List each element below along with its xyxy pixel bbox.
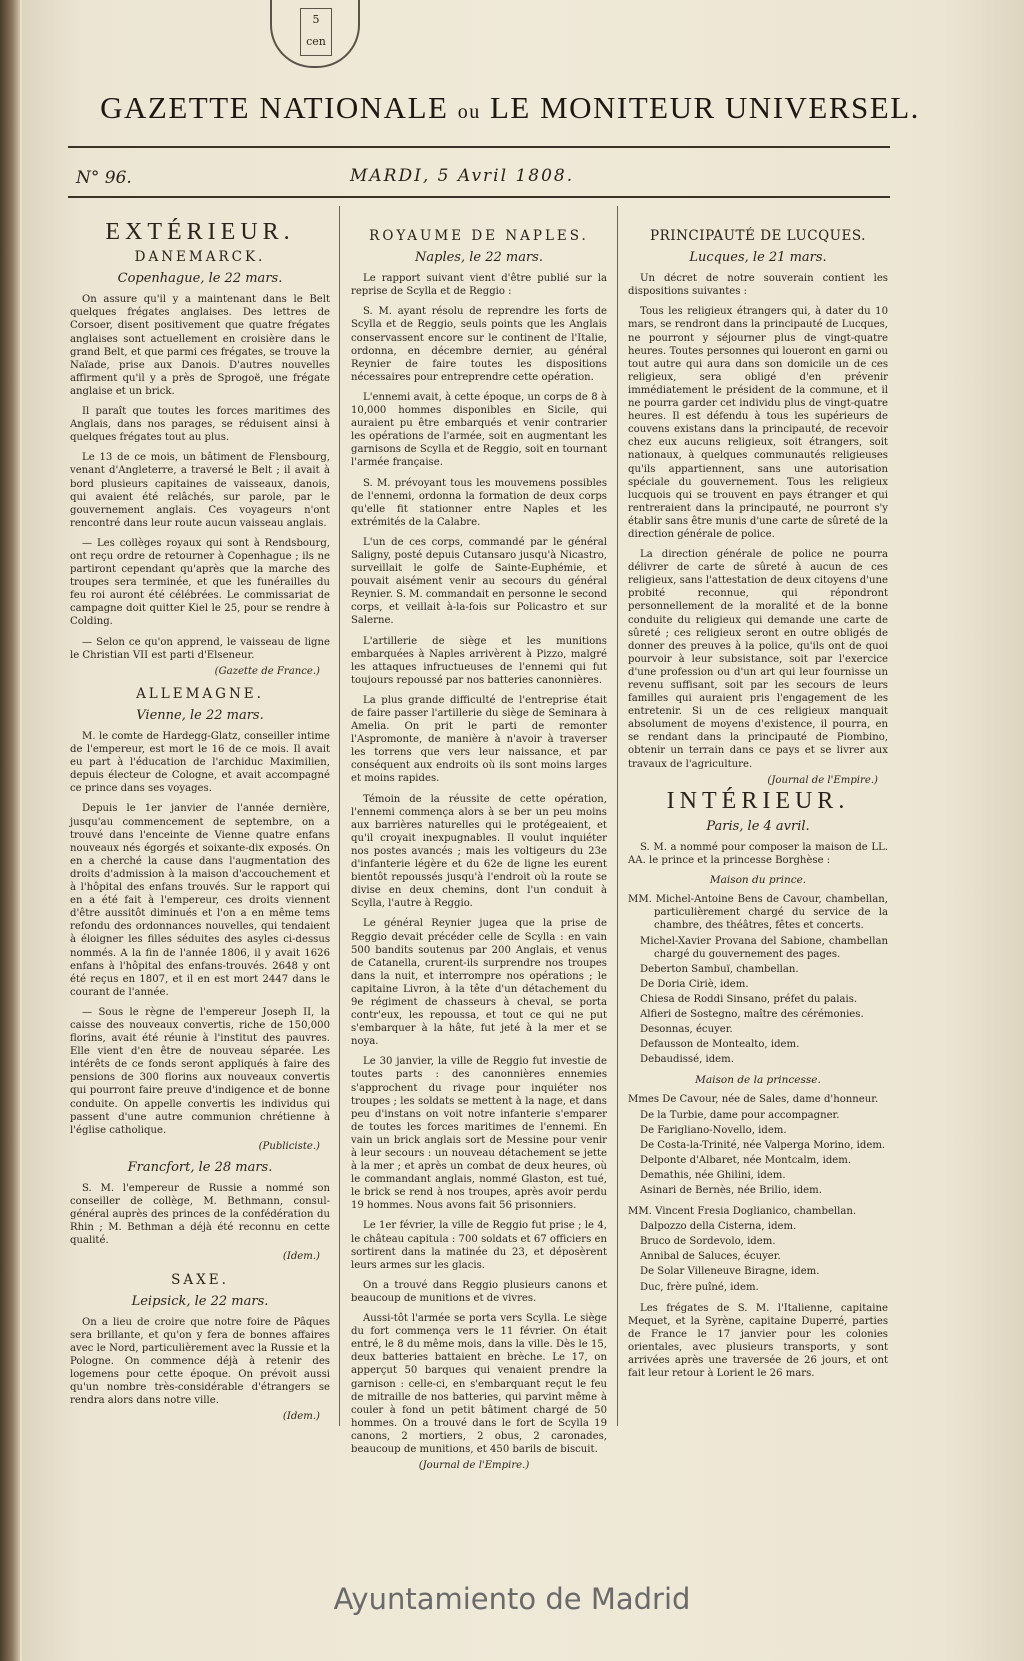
column-3: [628, 220, 888, 1387]
list-item: De la Turbie, dame pour accompagner.: [640, 1109, 840, 1121]
household-heading: Maison du prince.: [709, 874, 807, 887]
article-paragraph: Il paraît que toutes les forces maritimes des Anglais, dans nos parages, se réduisent ainsi à quelques frégates tout au plus.: [70, 406, 330, 444]
article-paragraph: — Sous le règne de l'empereur Joseph II, la caisse des nouveaux convertis, riche de 150,000 florins, avait été réunie à l'institut des pauvres. Elle vient d'en être de nouveau séparée. Les intérêts de ce fonds seront appliqués à faire des pensions de 300 florins aux nouveaux convertis qui pourront faire preuve d'indigence et de bonne conduite. On appelle convertis les individus qui passent d'une autre communion chrétienne à l'église catholique.: [70, 1006, 330, 1136]
list-item: MM. Michel-Antoine Bens de Cavour, chambellan, particulièrement chargé du service de la chambre, des théâtres, fêtes et concerts.: [628, 894, 888, 932]
issue-number: N° 96.: [76, 168, 132, 188]
dateline-heading: Vienne, le 22 mars.: [136, 707, 264, 723]
article-paragraph: Depuis le 1er janvier de l'année dernière, jusqu'au commencement de septembre, on a trouvé dans l'enceinte de Vienne quatre enfans nouveaux nés égorgés et soixante-dix exposés. On en a cherché la cause dans l'augmentation des droits d'admission à la maison d'accouchement et à l'hôpital des enfans trouvés. Sur le rapport qui en a été fait à l'empereur, ces droits viennent d'être aussitôt diminués et l'on a en même tems refondu des ordonnances nouvelles, qui tendaient à éloigner les filles séduites des asyles ci-dessus nommés. A la fin de l'année 1806, il y avait 1626 enfans à l'hôpital des enfans-trouvés. 2648 y ont été reçus en 1807, et il en est mort 2447 dans le courant de l'année.: [70, 803, 330, 998]
article-paragraph: On assure qu'il y a maintenant dans le Belt quelques frégates anglaises. Des lettres de Corsoer, disent positivement que quatre frégates anglaises sont actuellement en croisière dans le grand Belt, et que parmi ces frégates, se trouve la Naïade, prise aux Danois. D'autres nouvelles affirment qu'il y a près de Sprogoë, une frégate anglaise et un brick.: [70, 294, 330, 397]
list-item: Dalpozzo della Cisterna, idem.: [640, 1221, 797, 1233]
list-item: Debaudissé, idem.: [640, 1054, 734, 1066]
list-item: Delponte d'Albaret, née Montcalm, idem.: [640, 1154, 852, 1166]
article-paragraph: L'ennemi avait, à cette époque, un corps de 8 à 10,000 hommes disponibles en Sicile, qui auraient pu être embarqués et venir contrarier les opérations de l'armée, soit en augmentant les garnisons de Scylla et de Reggio, soit en tournant l'armée française.: [351, 391, 607, 469]
article-paragraph: La plus grande difficulté de l'entreprise était de faire passer l'artillerie du siège de Seminara à Amelia. On prit le parti de remonter l'Aspromonte, de manière à n'avoir à traverser les torrens que vers leur naissance, et par conséquent aux endroits où ils sont moins larges et moins rapides.: [351, 694, 607, 785]
article-paragraph: Témoin de la réussite de cette opération, l'ennemi commença alors à se ber un peu moins aux barrières naturelles qui le protégeaient, et qu'il croyait inexpugnables. Il voulut inquiéter nos postes avancés ; mais les voltigeurs du 23e d'infanterie légère et du 62e de ligne les eurent bientôt repoussés jusqu'à l'endroit où la route se divise en deux chemins, dont l'un conduit à Scylla, l'autre à Reggio.: [351, 793, 607, 910]
list-item: De Farigliano-Novello, idem.: [640, 1124, 787, 1136]
dateline-heading: Leipsick, le 22 mars.: [131, 1293, 269, 1309]
column-divider: [617, 206, 618, 1426]
masthead-ou: ou: [457, 101, 481, 123]
article-paragraph: L'un de ces corps, commandé par le général Saligny, posté depuis Cutansaro jusqu'à Nicastro, surveillait le golfe de Sainte-Euphémie, et pouvait aisément venir au secours du général Reynier. S. M. commandait en personne le second corps, et veillait à-la-fois sur Policastro et sur Salerne.: [351, 536, 607, 627]
masthead-title: [70, 90, 950, 126]
source-citation: (Publiciste.): [258, 1140, 320, 1152]
article-paragraph: Les frégates de S. M. l'Italienne, capitaine Mequet, et la Syrène, capitaine Duperré, parties de France le 17 janvier pour les colonies orientales, avec plusieurs transports, y sont arrivées après une traversée de 26 jours, et ont fait leur retour à Lorient le 26 mars.: [628, 1302, 888, 1380]
household-heading: Maison de la princesse.: [695, 1074, 821, 1087]
country-heading: SAXE.: [171, 1271, 229, 1288]
masthead-title-b: LE MONITEUR UNIVERSEL.: [489, 90, 920, 125]
article-paragraph: Le rapport suivant vient d'être publié sur la reprise de Scylla et de Reggio :: [351, 273, 607, 298]
list-item: De Solar Villeneuve Biragne, idem.: [640, 1266, 820, 1278]
article-paragraph: — Selon ce qu'on apprend, le vaisseau de ligne le Christian VII est parti d'Elseneur.: [70, 636, 330, 661]
archive-watermark: Ayuntamiento de Madrid: [333, 1582, 691, 1616]
book-binding: [0, 0, 20, 1661]
article-paragraph: L'artillerie de siège et les munitions embarquées à Naples arrivèrent à Pizzo, malgré les attaques infructueuses de l'ennemi qui fut toujours repoussé par nos batteries canonnières.: [351, 635, 607, 686]
list-item: Bruco de Sordevolo, idem.: [640, 1236, 776, 1248]
dateline-heading: Copenhague, le 22 mars.: [117, 271, 283, 287]
source-citation: (Idem.): [282, 1411, 320, 1423]
list-item: Alfieri de Sostegno, maître des cérémonies.: [640, 1008, 864, 1020]
dateline-heading: Naples, le 22 mars.: [415, 250, 543, 266]
article-paragraph: S. M. l'empereur de Russie a nommé son conseiller de collège, M. Bethmann, consul-général auprès des princes de la confédération du Rhin ; M. Bethman a déjà été reconnu en cette qualité.: [70, 1183, 330, 1247]
article-paragraph: S. M. ayant résolu de reprendre les forts de Scylla et de Reggio, seuls points que les Anglais conservassent encore sur le continent de l'Italie, ordonna, en décembre dernier, au général Reynier de faire toutes les dispositions nécessaires pour entreprendre cette opération.: [351, 306, 607, 383]
princess-household-list: [628, 1093, 888, 1197]
column-divider: [339, 206, 340, 1426]
stamp-text: 5 cen: [300, 8, 332, 56]
list-item: MM. Vincent Fresia Doglianico, chambellan.: [628, 1206, 857, 1218]
article-paragraph: Le 1er février, la ville de Reggio fut prise ; le 4, le château capitula : 700 soldats et 67 officiers en sortirent dans la matinée du 23, et déposèrent leurs armes sur les glacis.: [351, 1220, 607, 1271]
country-heading: DANEMARCK.: [134, 249, 266, 266]
source-citation: (Gazette de France.): [214, 665, 320, 677]
article-paragraph: On a trouvé dans Reggio plusieurs canons et beaucoup de munitions et de vivres.: [351, 1279, 607, 1304]
list-item: Defausson de Montealto, idem.: [640, 1039, 800, 1051]
dateline-heading: Francfort, le 28 mars.: [127, 1159, 273, 1175]
country-heading: ALLEMAGNE.: [136, 685, 264, 702]
list-item: Deberton Sambuï, chambellan.: [640, 963, 799, 975]
source-citation: (Idem.): [282, 1251, 320, 1263]
article-paragraph: M. le comte de Hardegg-Glatz, conseiller intime de l'empereur, est mort le 16 de ce mois. Il avait eu part à l'éducation de l'archiduc Maximilien, depuis électeur de Cologne, et avait accompagné ce prince dans ses voyages.: [70, 731, 330, 795]
article-paragraph: Le 30 janvier, la ville de Reggio fut investie de toutes parts : des canonnières ennemies s'approchent du rivage pour inquiéter nos troupes ; les soldats se mettent à la nage, et dans peu d'instans on voit notre infanterie s'emparer de toutes les forces maritimes de l'ennemi. En vain un brick anglais sort de Messine pour venir à leur secours : un nouveau détachement se jette à la mer ; et après un combat de deux heures, où le commandant anglais, nommé Glaston, est tué, le brick se rend à nos troupes, après avoir perdu 19 hommes. Nous avons fait 56 prisonniers.: [351, 1056, 607, 1212]
source-citation: (Journal de l'Empire.): [767, 774, 878, 786]
date-rule: [68, 196, 890, 198]
article-paragraph: La direction générale de police ne pourra délivrer de carte de sûreté à aucun de ces religieux, sans l'attestation de deux citoyens d'une probité reconnue, qui répondront personnellement de la moralité et de la bonne conduite du religieux qui demande une carte de sûreté ; ces religieux seront en outre obligés de donner des preuves à la police, qu'ils ont de quoi pourvoir à leur subsistance, soit par l'exercice d'une profession ou d'un art qui leur fournisse un revenu suffisant, soit par les secours de leurs familles qui auraient pris l'engagement de les entretenir. Si un de ces religieux manquait absolument de moyens d'existence, il pourra, en se rendant dans la principauté de Piombino, obtenir un terrain dans ce pays et se livrer aux travaux de l'agriculture.: [628, 549, 888, 770]
list-item: De Doria Ciriè, idem.: [640, 978, 749, 990]
list-item: Demathis, née Ghilini, idem.: [640, 1169, 786, 1181]
list-item: Asinari de Bernès, née Brilio, idem.: [640, 1185, 822, 1196]
list-item: Michel-Xavier Provana del Sabione, chambellan chargé du gouvernement des pages.: [640, 935, 888, 960]
list-item: Chiesa de Roddi Sinsano, préfet du palais.: [640, 993, 858, 1005]
section-heading: EXTÉRIEUR.: [105, 219, 295, 245]
list-item: Mmes De Cavour, née de Sales, dame d'honneur.: [628, 1094, 879, 1106]
source-citation: (Journal de l'Empire.): [418, 1460, 530, 1472]
officers-list: [628, 1205, 888, 1294]
article-paragraph: Le général Reynier jugea que la prise de Reggio devait précéder celle de Scylla : en vain 500 bandits soutenus par 200 Anglais, et venus de Catanella, crurent-ils surprendre nos troupes dans la nuit, et interrompre nos opérations ; le capitaine Livron, à la tête d'un détachement du 9e régiment de chasseurs à cheval, se porta contr'eux, les repoussa, et tout ce qui ne put s'embarquer à la hâte, fut jeté à la mer et se noya.: [351, 918, 607, 1048]
article-paragraph: — Les collèges royaux qui sont à Rendsbourg, ont reçu ordre de retourner à Copenhague ; ils ne partiront cependant qu'après que la marche des troupes sera terminée, et que les funérailles du feu roi auront été célébrées. Le commissariat de campagne doit quitter Kiel le 25, pour se rendre à Colding.: [70, 537, 330, 628]
list-item: De Costa-la-Trinité, née Valperga Morino, idem.: [640, 1139, 886, 1151]
column-2: [351, 220, 607, 1480]
prince-household-list: [628, 893, 888, 1066]
article-paragraph: On a lieu de croire que notre foire de Pâques sera brillante, et qu'on y fera de bonnes affaires avec le Nord, particulièrement avec la Russie et la Pologne. On commence déjà à retenir des logemens pour cette époque. On prévoit aussi qu'un nombre très-considérable d'étrangers se rendra alors dans notre ville.: [70, 1316, 330, 1407]
list-item: Desonnas, écuyer.: [640, 1024, 733, 1036]
list-item: Annibal de Saluces, écuyer.: [640, 1251, 781, 1263]
section-heading: INTÉRIEUR.: [666, 787, 850, 814]
article-paragraph: Un décret de notre souverain contient les dispositions suivantes :: [628, 273, 888, 298]
masthead-rule: [68, 146, 890, 148]
dateline-heading: Paris, le 4 avril.: [706, 818, 810, 834]
country-heading: PRINCIPAUTÉ DE LUCQUES.: [650, 228, 866, 244]
article-paragraph: Aussi-tôt l'armée se porta vers Scylla. Le siège du fort commença vers le 11 février. On était entré, le 8 du même mois, dans la ville. Dès le 15, deux batteries battaient en brèche. Le 17, on apperçut 50 barques qui venaient prendre la garnison : celle-ci, en s'embarquant reçut le feu de mitraille de nos batteries, qui parvint même à couler à fond un petit bâtiment chargé de 50 hommes. On a trouvé dans le fort de Scylla 19 canons, 2 mortiers, 2 obus, 2 caronades, beaucoup de munitions, et 450 barils de biscuit.: [351, 1313, 607, 1455]
country-heading: ROYAUME DE NAPLES.: [369, 228, 589, 244]
article-paragraph: Le 13 de ce mois, un bâtiment de Flensbourg, venant d'Angleterre, a traversé le Belt ; il avait à bord plusieurs capitaines de vaisseaux, danois, qui avaient été relâchés, sur parole, par le gouvernement anglais. Ces voyageurs n'ont rencontré dans leur route aucun vaisseau anglais.: [70, 452, 330, 529]
article-paragraph: S. M. a nommé pour composer la maison de LL. AA. le prince et la princesse Borghèse :: [628, 841, 888, 867]
issue-date: MARDI, 5 Avril 1808.: [350, 166, 575, 186]
column-1: [70, 220, 330, 1432]
masthead-title-a: GAZETTE NATIONALE: [100, 90, 449, 125]
article-paragraph: Tous les religieux étrangers qui, à dater du 10 mars, se rendront dans la principauté de Lucques, ne pourront y séjourner plus de vingt-quatre heures. Toutes personnes qui loueront en garni ou tout autre qui aura dans son domicile un de ces religieux, sera obligé d'en prévenir immédiatement le président de la commune, et il ne pourra garder cet individu plus de vingt-quatre heures. Il est défendu à tous les supérieurs de couvens existans dans la principauté, de recevoir chez eux aucuns religieux, soit étrangers, soit nationaux, à quelques communautés religieuses qu'ils appartiennent, sans une autorisation spéciale du gouvernement. Tous les religieux lucquois qui se trouvent en pays étranger et qui rentreraient dans la principauté, ne pourront s'y établir sans être munis d'une carte de sûreté de la direction générale de police.: [628, 306, 888, 540]
list-item: Duc, frère puîné, idem.: [640, 1281, 759, 1293]
article-paragraph: S. M. prévoyant tous les mouvemens possibles de l'ennemi, ordonna la formation de deux corps qu'elle fit stationner entre Naples et les extrémités de la Calabre.: [351, 477, 607, 528]
dateline-heading: Lucques, le 21 mars.: [689, 250, 827, 266]
